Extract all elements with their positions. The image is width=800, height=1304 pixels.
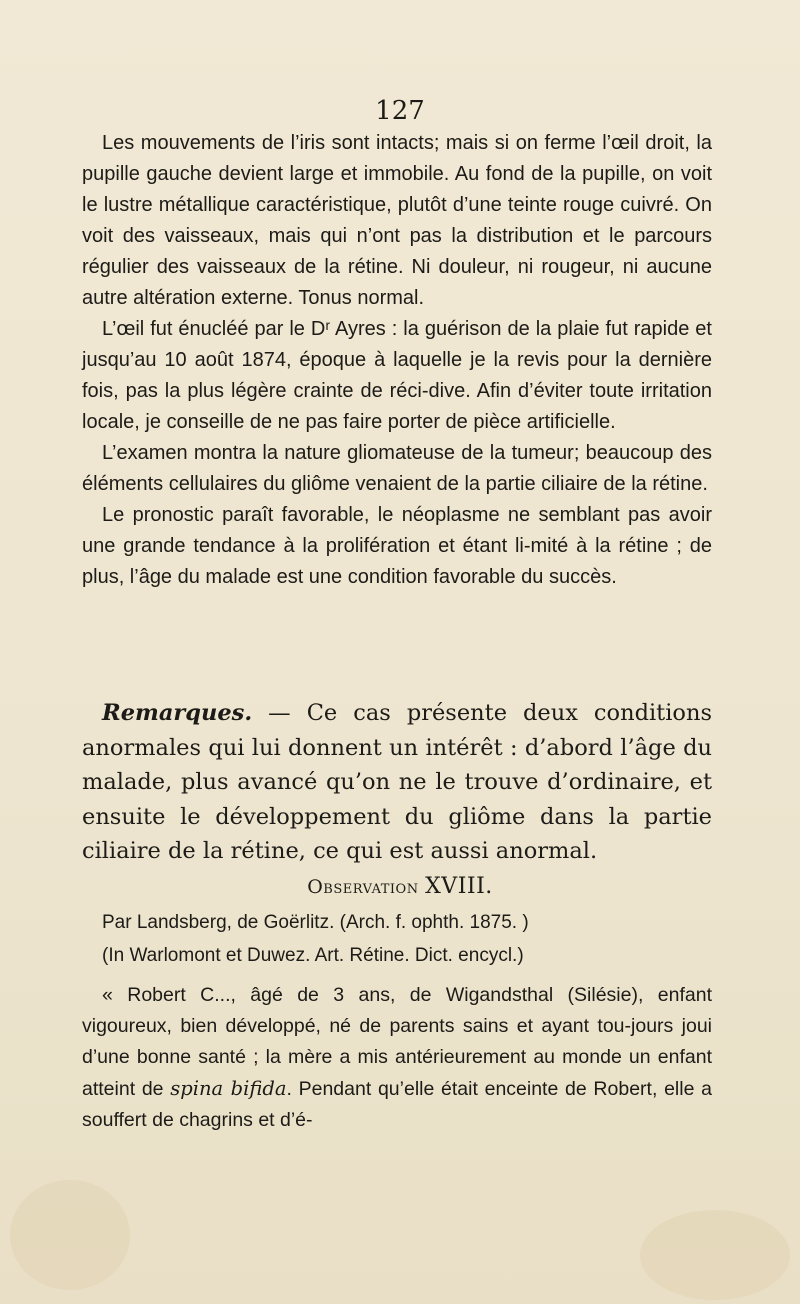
source-line: (In Warlomont et Duwez. Art. Rétine. Dict. encycl.): [102, 945, 524, 966]
paper-stain: [640, 1210, 790, 1300]
paper-stain: [10, 1180, 130, 1290]
page-number: 127: [375, 96, 425, 126]
observation-text-end: . Pendant qu’elle était enceinte de Robert, elle a souffert de chagrins et d’é-: [82, 1078, 712, 1131]
paragraph: L’examen montra la nature gliomateuse de la tumeur; beaucoup des éléments cellulaires du gliôme venaient de la partie ciliaire de la rétine.: [82, 442, 712, 495]
observation-label: Observation: [307, 876, 419, 898]
remarks-section: [82, 696, 712, 869]
observation-number: XVIII.: [425, 874, 493, 899]
remarks-heading: Remarques.: [102, 700, 253, 726]
main-text: [82, 128, 712, 593]
observation-title: [0, 874, 800, 899]
observation-paragraph: [82, 980, 712, 1136]
observation-text-start: « Robert C..., âgé de 3 ans, de Wigandsthal (Silésie), enfant vigoureux, bien développé, né de parents sains et ayant tou-jours joui d’une bonne santé ; la mère a mis antérieurement au monde un enfant atteint de: [82, 984, 712, 1100]
remarks-paragraph: [82, 696, 712, 869]
source-line: Par Landsberg, de Goërlitz. (Arch. f. ophth. 1875. ): [102, 912, 529, 933]
paragraph: L’œil fut énucléé par le Dʳ Ayres : la guérison de la plaie fut rapide et jusqu’au 10 août 1874, époque à laquelle je la revis pour la dernière fois, pas la plus légère crainte de réci-dive. Afin d’éviter toute irritation locale, je conseille de ne pas faire porter de pièce artificielle.: [82, 318, 712, 433]
remarks-text: — Ce cas présente deux conditions anormales qui lui donnent un intérêt : d’abord l’âge du malade, plus avancé qu’on ne le trouve d’ordinaire, et ensuite le développement du gliôme dans la partie ciliaire de la rétine, ce qui est aussi anormal.: [82, 700, 712, 864]
observation-text-italic: spina bifida: [170, 1077, 287, 1100]
paragraph: Les mouvements de l’iris sont intacts; mais si on ferme l’œil droit, la pupille gauche devient large et immobile. Au fond de la pupille, on voit le lustre métallique caractéristique, plutôt d’une teinte rouge cuivré. On voit des vaisseaux, mais qui n’ont pas la distribution et le parcours régulier des vaisseaux de la rétine. Ni douleur, ni rougeur, ni aucune autre altération externe. Tonus normal.: [82, 132, 712, 309]
observation-text: [82, 980, 712, 1136]
paragraph: Le pronostic paraît favorable, le néoplasme ne semblant pas avoir une grande tendance à la prolifération et étant li-mité à la rétine ; de plus, l’âge du malade est une condition favorable du succès.: [82, 504, 712, 588]
observation-source: [82, 906, 712, 972]
